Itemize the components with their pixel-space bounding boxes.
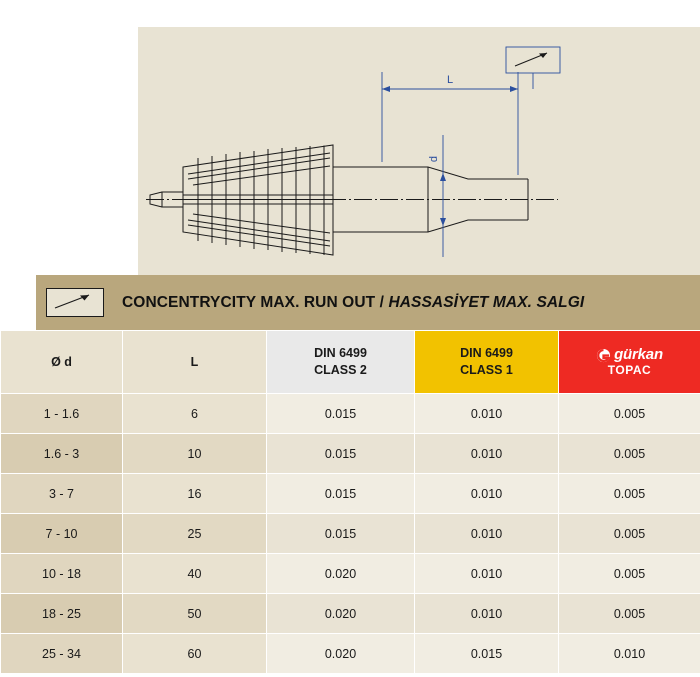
cell-class1: 0.010 [415, 434, 559, 474]
cell-class1: 0.015 [415, 634, 559, 674]
header-length: L [123, 331, 267, 394]
cell-class1: 0.010 [415, 554, 559, 594]
cell-diameter: 7 - 10 [1, 514, 123, 554]
page-title-sep: / [375, 293, 389, 311]
specification-table-wrap [0, 330, 700, 677]
header-din-class-2-line2: CLASS 2 [314, 363, 367, 377]
cell-topac: 0.010 [559, 634, 700, 674]
cell-length: 40 [123, 554, 267, 594]
table-row [1, 634, 700, 674]
collet-drawing [138, 27, 700, 275]
header-din-class-2-line1: DIN 6499 [314, 346, 367, 361]
cell-topac: 0.005 [559, 434, 700, 474]
table-body [1, 394, 700, 674]
page-title-tr: HASSASİYET MAX. SALGI [388, 293, 585, 311]
header-din-class-1-line1: DIN 6499 [460, 346, 513, 361]
runout-arrow-icon [46, 288, 104, 317]
specification-table [0, 330, 700, 674]
cell-diameter: 10 - 18 [1, 554, 123, 594]
cell-class2: 0.015 [267, 474, 415, 514]
cell-class2: 0.020 [267, 634, 415, 674]
cell-class1: 0.010 [415, 514, 559, 554]
header-brand-topac [559, 331, 700, 394]
cell-class1: 0.010 [415, 394, 559, 434]
dimension-label-d: d [428, 155, 440, 163]
cell-topac: 0.005 [559, 554, 700, 594]
table-row [1, 514, 700, 554]
table-row [1, 434, 700, 474]
header-diameter: Ø d [1, 331, 123, 394]
brand-sub: TOPAC [607, 363, 652, 378]
cell-diameter: 3 - 7 [1, 474, 123, 514]
cell-length: 6 [123, 394, 267, 434]
cell-topac: 0.005 [559, 474, 700, 514]
cell-diameter: 18 - 25 [1, 594, 123, 634]
brand-name: gürkan [614, 346, 663, 364]
cell-topac: 0.005 [559, 394, 700, 434]
cell-class2: 0.015 [267, 514, 415, 554]
table-row [1, 554, 700, 594]
technical-drawing-area [0, 0, 700, 275]
cell-class2: 0.015 [267, 394, 415, 434]
cell-length: 10 [123, 434, 267, 474]
table-row [1, 594, 700, 634]
cell-length: 25 [123, 514, 267, 554]
table-row [1, 394, 700, 434]
cell-topac: 0.005 [559, 594, 700, 634]
cell-length: 50 [123, 594, 267, 634]
header-din-class-1 [415, 331, 559, 394]
cell-class1: 0.010 [415, 594, 559, 634]
header-din-class-1-line2: CLASS 1 [460, 363, 513, 377]
band-left-gutter [0, 275, 36, 330]
cell-diameter: 1 - 1.6 [1, 394, 123, 434]
page-title-en: CONCENTRYCITY MAX. RUN OUT [122, 293, 376, 311]
header-din-class-2 [267, 331, 415, 394]
cell-class2: 0.015 [267, 434, 415, 474]
cell-class2: 0.020 [267, 554, 415, 594]
cell-diameter: 1.6 - 3 [1, 434, 123, 474]
gurkan-logo-icon [596, 348, 611, 363]
cell-length: 16 [123, 474, 267, 514]
page-title [122, 294, 584, 312]
cell-length: 60 [123, 634, 267, 674]
dimension-label-L: L [446, 74, 454, 86]
runout-callout [506, 47, 560, 89]
cell-class1: 0.010 [415, 474, 559, 514]
cell-topac: 0.005 [559, 514, 700, 554]
table-row [1, 474, 700, 514]
cell-diameter: 25 - 34 [1, 634, 123, 674]
table-header-row [1, 331, 700, 394]
section-title-band [0, 275, 700, 330]
cell-class2: 0.020 [267, 594, 415, 634]
drawing-panel [138, 27, 700, 275]
